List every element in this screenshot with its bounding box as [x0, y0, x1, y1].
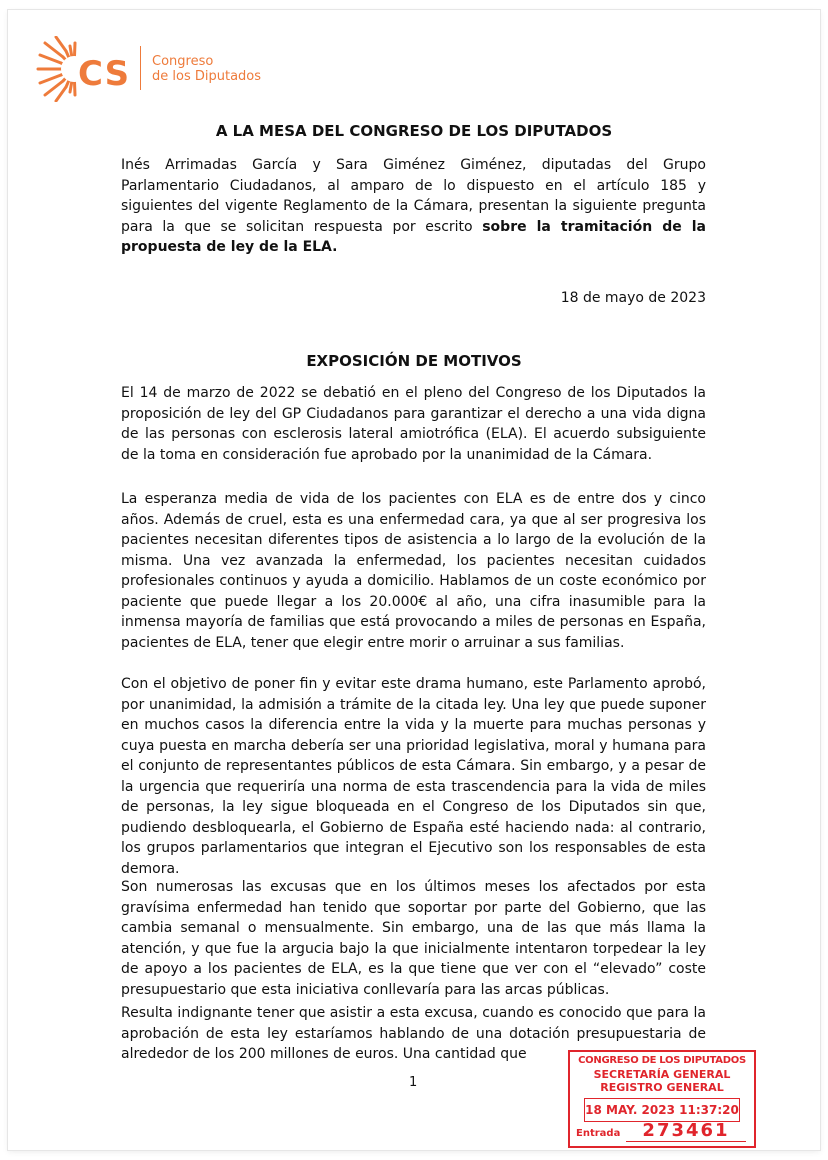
logo-mark: CS	[78, 54, 131, 94]
paragraph-4: Son numerosas las excusas que en los últimos meses los afectados por esta gravísima enfermedad han tenido que soportar por parte del Gobierno, que las cambia semanal o mensualmente. Sin embargo, una de las que más llama la atención, y que fue la argucia bajo la que inicialmente intentaron torpedear la ley de apoyo a los pacientes de ELA, es la que tiene que ver con el “elevado” coste presupuestario que esta iniciativa conllevaría para las arcas públicas.	[121, 879, 706, 998]
intro-paragraph	[121, 155, 706, 258]
intro-text: Inés Arrimadas García y Sara Giménez Giménez, diputadas del Grupo Parlamentario Ciudadanos, al amparo de lo dispuesto en el artículo 185 y siguientes del vigente Reglamento de la Cámara, presentan la siguiente pregunta para la que se solicitan respuesta por escrito	[121, 157, 706, 235]
paragraph-2: La esperanza media de vida de los pacientes con ELA es de entre dos y cinco años. Además de cruel, esta es una enfermedad cara, ya que al ser progresiva los pacientes necesitan diferentes tipos de asistencia a lo largo de la evolución de la misma. Una vez avanzada la enfermedad, los pacientes necesitan cuidados profesionales continuos y ayuda a domicilio. Hablamos de un coste económico por paciente que puede llegar a los 20.000€ al año, una cifra inasumible para la inmensa mayoría de familias que está provocando a miles de personas en España, pacientes de ELA, tener que elegir entre morir o arruinar a sus familias.	[121, 491, 706, 651]
paragraph-1: El 14 de marzo de 2022 se debatió en el pleno del Congreso de los Diputados la proposición de ley del GP Ciudadanos para garantizar el derecho a una vida digna de las personas con esclerosis lateral amiotrófica (ELA). El acuerdo subsiguiente de la toma en consideración fue aprobado por la unanimidad de la Cámara.	[121, 385, 706, 463]
document-date: 18 de mayo de 2023	[560, 290, 706, 306]
registry-stamp	[568, 1050, 756, 1148]
logo-divider	[140, 46, 141, 90]
stamp-datetime: 18 MAY. 2023 11:37:20	[584, 1098, 740, 1122]
stamp-line-2: SECRETARÍA GENERAL	[593, 1068, 731, 1081]
logo-line-1: Congreso	[152, 54, 214, 69]
congreso-logo	[34, 36, 274, 102]
paragraph-3: Con el objetivo de poner fin y evitar este drama humano, este Parlamento aprobó, por unanimidad, la admisión a trámite de la citada ley. Una ley que puede suponer en muchos casos la diferencia entre la vida y la muerte para muchas personas y cuya puesta en marcha debería ser una prioridad legislativa, moral y humana para el conjunto de representantes públicos de esta Cámara. Sin embargo, y a pesar de la urgencia que requeriría una norma de esta trascendencia para la vida de miles de personas, la ley sigue bloqueada en el Congreso de los Diputados sin que, pudiendo desbloquearla, el Gobierno de España esté haciendo nada: al contrario, los grupos parlamentarios que integran el Ejecutivo son los responsables de esta demora.	[121, 676, 706, 877]
stamp-entry-number: 273461	[626, 1121, 746, 1142]
sunburst-logo-icon	[34, 36, 78, 102]
logo-text	[152, 54, 261, 84]
logo-line-2: de los Diputados	[152, 69, 262, 84]
stamp-line-1: CONGRESO DE LOS DIPUTADOS	[578, 1055, 746, 1066]
stamp-line-3: REGISTRO GENERAL	[600, 1081, 724, 1094]
document-heading: A LA MESA DEL CONGRESO DE LOS DIPUTADOS	[215, 122, 613, 140]
intro-bold-text: sobre la tramitación de la propuesta de ley de la ELA.	[121, 218, 706, 255]
paragraph-5: Resulta indignante tener que asistir a esta excusa, cuando es conocido que para la aprobación de esta ley estaríamos hablando de una dotación presupuestaria de alrededor de los 200 millones de euros. Una cantidad que	[121, 1005, 706, 1062]
page-number: 1	[409, 1075, 418, 1090]
stamp-entrada-label: Entrada	[576, 1128, 621, 1139]
section-title: EXPOSICIÓN DE MOTIVOS	[306, 352, 522, 370]
